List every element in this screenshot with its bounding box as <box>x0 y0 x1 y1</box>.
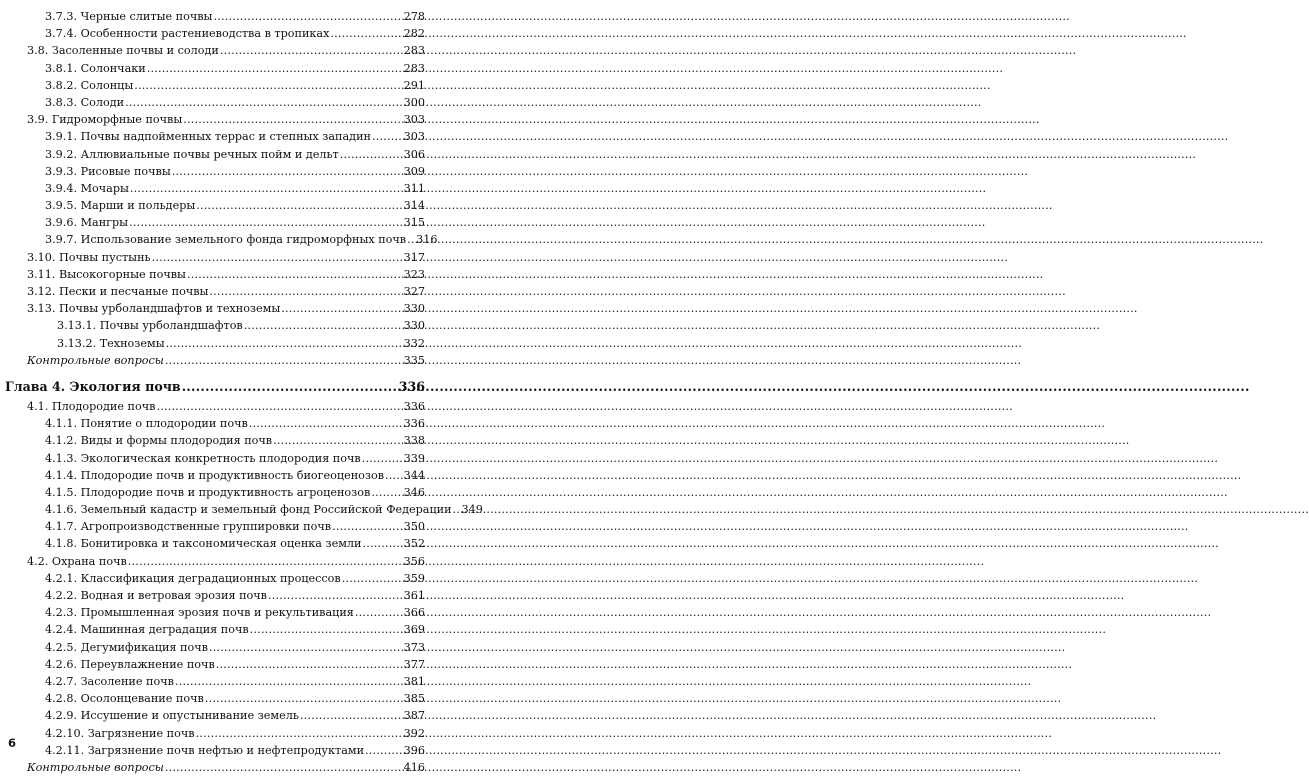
toc-entry <box>0 163 453 180</box>
dot-leader <box>385 467 403 484</box>
toc-entry-title: Контрольные вопросы <box>27 353 164 367</box>
toc-entry-page: 283 <box>403 44 425 58</box>
toc-entry-page: 352 <box>403 537 425 551</box>
toc-entry <box>0 300 453 317</box>
dot-leader <box>130 180 403 197</box>
toc-entry-title: 3.7.3. Черные слитые почвы <box>45 10 213 23</box>
toc-entry-page: 349 <box>461 503 483 517</box>
dot-leader <box>156 398 402 415</box>
dot-leader <box>175 673 403 690</box>
dot-leader <box>209 639 403 656</box>
toc-entry <box>0 283 453 300</box>
toc-entry-title: Контрольные вопросы <box>27 760 164 774</box>
toc-entry <box>0 570 453 587</box>
toc-entry-title: 3.13. Почвы урболандшафтов и техноземы <box>27 302 281 316</box>
dot-leader <box>196 197 402 214</box>
toc-entry-title: 3.9.4. Мочары <box>45 181 129 195</box>
toc-entry-title: 4.1.8. Бонитировка и таксономическая оценка земли <box>45 537 362 551</box>
toc-entry <box>0 197 453 214</box>
dot-leader <box>129 214 403 231</box>
toc-entry <box>0 180 453 197</box>
toc-entry-title: 4.2. Охрана почв <box>27 554 127 568</box>
toc-entry <box>0 60 453 77</box>
toc-entry-title: 4.2.10. Загрязнение почв <box>45 726 195 740</box>
toc-entry-title: 3.10. Почвы пустынь <box>27 250 151 264</box>
dot-leader <box>330 25 402 42</box>
toc-entry-title: 3.9.3. Рисовые почвы <box>45 164 171 178</box>
toc-entry-title: 3.9.7. Использование земельного фонда гидроморфных почв <box>45 233 407 247</box>
toc-entry-title: 3.13.1. Почвы урболандшафтов <box>57 319 243 333</box>
toc-entry-title: 4.1.6. Земельный кадастр и земельный фонд Российской Федерации <box>45 503 452 517</box>
toc-entry-title: 4.1.2. Виды и формы плодородия почв <box>45 434 273 448</box>
toc-entry <box>0 759 453 776</box>
dot-leader <box>249 415 403 432</box>
toc-entry <box>0 42 453 59</box>
dot-leader <box>340 146 403 163</box>
toc-entry <box>0 553 453 570</box>
dot-leader <box>250 621 403 638</box>
dot-leader <box>281 300 402 317</box>
dot-leader <box>244 317 403 334</box>
toc-entry <box>0 266 453 283</box>
toc-entry-title: 4.2.9. Иссушение и опустынивание земель <box>45 709 299 723</box>
dot-leader <box>365 742 403 759</box>
toc-entry <box>0 501 483 518</box>
dot-leader <box>147 60 403 77</box>
toc-entry <box>0 604 453 621</box>
toc-entry <box>0 450 453 467</box>
toc-entry <box>0 415 453 432</box>
toc-entry <box>0 742 453 759</box>
toc-entry-page: 339 <box>403 451 425 465</box>
dot-leader <box>362 450 403 467</box>
toc-entry <box>0 231 453 248</box>
dot-leader <box>125 94 403 111</box>
toc-entry-page: 291 <box>403 78 425 92</box>
dot-leader <box>152 249 403 266</box>
toc-entry <box>0 725 453 742</box>
table-of-contents <box>0 8 483 776</box>
toc-entry <box>0 707 453 724</box>
toc-entry <box>0 317 453 334</box>
toc-entry-title: 4.1. Плодородие почв <box>27 399 156 413</box>
toc-entry <box>0 690 453 707</box>
toc-entry-title: 3.7.4. Особенности растениеводства в тропиках <box>45 27 330 41</box>
toc-entry-page: 311 <box>403 181 425 195</box>
toc-entry-page: 282 <box>403 27 425 41</box>
toc-entry-page: 317 <box>403 250 425 264</box>
toc-entry-page: 346 <box>403 485 425 499</box>
toc-entry-title: 3.8. Засоленные почвы и солоди <box>27 44 219 58</box>
toc-entry-page: 327 <box>403 285 425 298</box>
toc-entry <box>0 518 453 535</box>
toc-entry-title: 4.2.1. Классификация деградационных процессов <box>45 571 341 585</box>
toc-entry-page: 303 <box>403 130 425 144</box>
toc-entry-title: 4.2.6. Переувлажнение почв <box>45 657 215 671</box>
toc-entry-page: 309 <box>403 164 425 178</box>
toc-entry <box>0 94 453 111</box>
toc-entry <box>0 639 453 656</box>
toc-entry <box>0 484 453 501</box>
dot-leader <box>187 266 403 283</box>
dot-leader <box>268 587 403 604</box>
toc-entry <box>0 25 453 42</box>
toc-entry-page: 387 <box>403 709 425 723</box>
toc-entry <box>0 621 453 638</box>
toc-entry <box>0 214 453 231</box>
toc-entry-title: 4.1.1. Понятие о плодородии почв <box>45 417 248 431</box>
dot-leader <box>332 518 403 535</box>
toc-entry-page: 344 <box>403 468 425 482</box>
toc-entry <box>0 673 453 690</box>
toc-chapter-entry <box>0 376 453 398</box>
toc-entry-title: 3.13.2. Техноземы <box>57 336 165 350</box>
toc-entry-page: 330 <box>403 302 425 316</box>
toc-entry <box>0 398 453 415</box>
dot-leader <box>128 553 403 570</box>
toc-entry-title: 3.12. Пески и песчаные почвы <box>27 285 209 298</box>
toc-entry <box>0 111 453 128</box>
toc-entry-page: 330 <box>403 319 425 333</box>
dot-leader <box>196 725 403 742</box>
toc-entry-title: 4.1.3. Экологическая конкретность плодородия почв <box>45 451 361 465</box>
toc-entry-title: 3.8.3. Солоди <box>45 95 125 109</box>
dot-leader <box>372 128 403 145</box>
toc-entry-title: 4.2.5. Дегумификация почв <box>45 640 208 654</box>
toc-entry-page: 336 <box>403 417 425 431</box>
toc-entry-page: 316 <box>416 233 438 247</box>
toc-entry-title: 4.2.8. Осолонцевание почв <box>45 692 204 706</box>
dot-leader <box>165 759 403 776</box>
toc-entry-title: Глава 4. Экология почв <box>5 378 181 394</box>
toc-entry <box>0 535 453 552</box>
toc-entry-title: 4.2.3. Промышленная эрозия почв и рекультивация <box>45 606 354 620</box>
toc-entry-page: 369 <box>403 623 425 637</box>
toc-entry-page: 332 <box>403 336 425 350</box>
toc-entry-title: 4.2.4. Машинная деградация почв <box>45 623 249 637</box>
toc-entry <box>0 335 453 352</box>
toc-entry-page: 306 <box>403 147 425 161</box>
toc-entry-page: 385 <box>403 692 425 706</box>
dot-leader <box>205 690 403 707</box>
dot-leader <box>273 432 403 449</box>
dot-leader <box>134 77 402 94</box>
toc-entry-page: 381 <box>403 674 425 688</box>
toc-entry-title: 3.9.5. Марши и польдеры <box>45 199 196 213</box>
toc-entry-title: 4.1.4. Плодородие почв и продуктивность биогеоценозов <box>45 468 385 482</box>
page-number: 6 <box>8 736 17 750</box>
dot-leader <box>209 283 402 300</box>
toc-entry-page: 350 <box>403 520 425 534</box>
dot-leader <box>363 535 403 552</box>
toc-entry-page: 336 <box>403 399 425 413</box>
toc-entry-page: 315 <box>403 216 425 230</box>
dot-leader <box>216 656 403 673</box>
dot-leader <box>300 707 403 724</box>
toc-entry <box>0 656 453 673</box>
toc-entry-page: 336 <box>398 378 425 394</box>
toc-entry <box>0 587 453 604</box>
toc-entry-title: 4.2.2. Водная и ветровая эрозия почв <box>45 589 267 602</box>
toc-entry <box>0 77 453 94</box>
dot-leader <box>407 231 415 248</box>
toc-entry-page: 314 <box>403 199 425 213</box>
toc-entry-title: 4.2.7. Засоление почв <box>45 674 174 688</box>
toc-entry-title: 4.1.7. Агропроизводственные группировки почв <box>45 520 332 534</box>
dot-leader <box>172 163 403 180</box>
toc-entry-title: 4.1.5. Плодородие почв и продуктивность агроценозов <box>45 485 371 499</box>
dot-leader <box>342 570 403 587</box>
toc-entry-title: 3.8.1. Солончаки <box>45 61 146 75</box>
toc-entry-page: 338 <box>403 434 425 448</box>
toc-entry-page: 377 <box>403 657 425 671</box>
dot-leader <box>220 42 403 59</box>
toc-entry-page: 396 <box>403 743 425 757</box>
toc-entry-page: 323 <box>403 267 425 281</box>
toc-entry <box>0 146 453 163</box>
toc-entry <box>0 467 453 484</box>
toc-entry-page: 373 <box>403 640 425 654</box>
dot-leader <box>183 111 402 128</box>
toc-entry-page: 278 <box>403 10 425 23</box>
dot-leader <box>371 484 402 501</box>
toc-entry <box>0 352 453 369</box>
toc-entry-page: 283 <box>403 61 425 75</box>
toc-entry-page: 356 <box>403 554 425 568</box>
toc-entry-title: 3.11. Высокогорные почвы <box>27 267 186 281</box>
dot-leader <box>182 376 398 398</box>
toc-entry-title: 3.8.2. Солонцы <box>45 78 134 92</box>
toc-entry-title: 3.9.1. Почвы надпойменных террас и степных западин <box>45 130 371 144</box>
toc-entry-page: 303 <box>403 113 425 127</box>
toc-entry-page: 361 <box>403 589 425 602</box>
toc-entry <box>0 128 453 145</box>
toc-entry-page: 300 <box>403 95 425 109</box>
toc-entry-page: 366 <box>403 606 425 620</box>
toc-entry <box>0 8 453 25</box>
toc-entry-page: 359 <box>403 571 425 585</box>
toc-entry-page: 416 <box>403 760 425 774</box>
dot-leader <box>355 604 403 621</box>
toc-entry-page: 392 <box>403 726 425 740</box>
dot-leader <box>166 335 403 352</box>
toc-entry-title: 3.9. Гидроморфные почвы <box>27 113 183 127</box>
toc-entry-page: 335 <box>403 353 425 367</box>
toc-entry-title: 3.9.2. Аллювиальные почвы речных пойм и дельт <box>45 147 339 161</box>
toc-entry-title: 4.2.11. Загрязнение почв нефтью и нефтепродуктами <box>45 743 365 757</box>
toc-entry <box>0 432 453 449</box>
dot-leader <box>453 501 461 518</box>
dot-leader <box>213 8 402 25</box>
toc-entry <box>0 249 453 266</box>
toc-entry-title: 3.9.6. Мангры <box>45 216 129 230</box>
dot-leader <box>165 352 403 369</box>
